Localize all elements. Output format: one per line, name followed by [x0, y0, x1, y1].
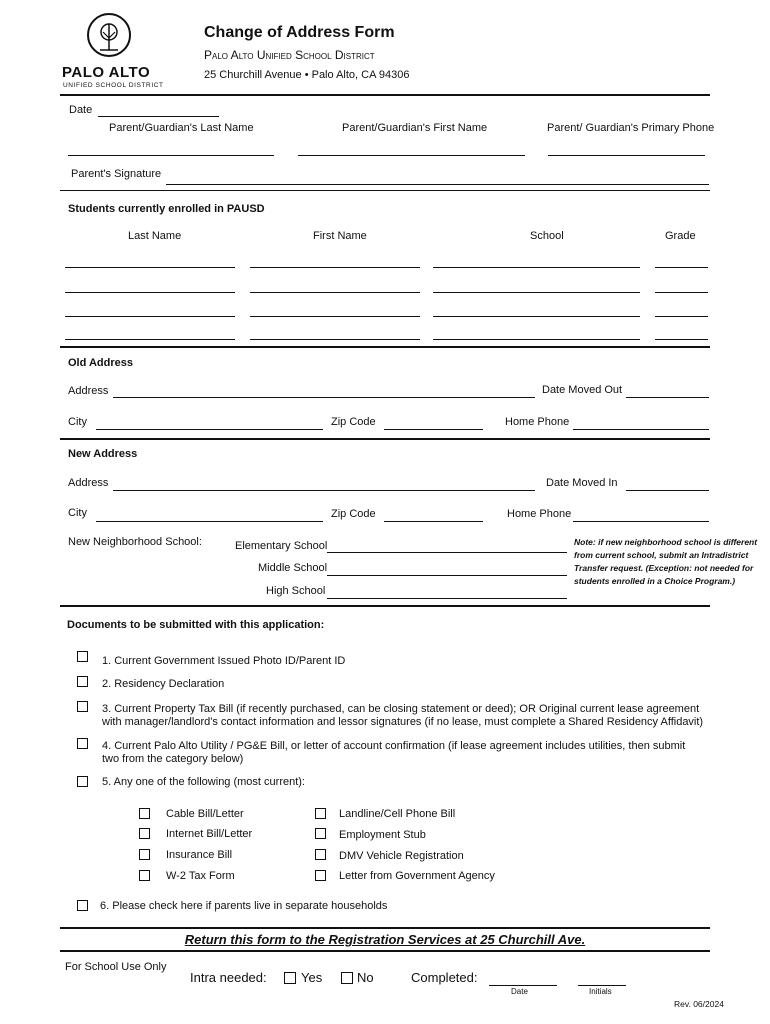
sub-checkbox-cable[interactable]	[139, 808, 150, 819]
doc-checkbox-5[interactable]	[77, 776, 88, 787]
student-last-name-field[interactable]	[65, 267, 235, 268]
documents-heading: Documents to be submitted with this application:	[67, 619, 325, 631]
sub-item-internet: Internet Bill/Letter	[166, 828, 253, 840]
district-name: Palo Alto Unified School District	[204, 48, 375, 62]
new-zip-field[interactable]	[384, 521, 483, 522]
doc-item-3: 3. Current Property Tax Bill (if recently purchased, can be closing statement or deed); OR Original current lease agreement with manager/landlord's contact information and lessor signatures (if no lease, must complete a Shared Residency Affidavit)	[102, 703, 704, 728]
date-moved-out-label: Date Moved Out	[542, 384, 623, 396]
sub-checkbox-dmv[interactable]	[315, 849, 326, 860]
doc-item-2: 2. Residency Declaration	[102, 678, 225, 690]
col-last-name: Last Name	[128, 230, 182, 242]
new-home-phone-field[interactable]	[573, 521, 709, 522]
signature-label: Parent's Signature	[71, 168, 162, 180]
doc-item-4: 4. Current Palo Alto Utility / PG&E Bill, or letter of account confirmation (if lease agreement includes utilities, then submit two from the category below)	[102, 740, 686, 765]
middle-school-field[interactable]	[327, 575, 567, 576]
student-last-name-field[interactable]	[65, 316, 235, 317]
old-city-label: City	[68, 416, 87, 428]
tree-seal-icon	[86, 12, 132, 58]
intra-no-label: No	[357, 970, 374, 985]
signature-field[interactable]	[166, 184, 709, 185]
elementary-school-field[interactable]	[327, 552, 567, 553]
completed-initials-caption: Initials	[589, 987, 612, 996]
student-school-field[interactable]	[433, 316, 640, 317]
logo-subtext: UNIFIED SCHOOL DISTRICT	[63, 82, 164, 89]
intra-yes-checkbox[interactable]	[284, 972, 296, 984]
old-home-phone-field[interactable]	[573, 429, 709, 430]
new-zip-label: Zip Code	[331, 508, 376, 520]
header-divider	[60, 94, 710, 96]
sub-item-cable: Cable Bill/Letter	[166, 808, 244, 820]
completed-date-field[interactable]	[489, 985, 557, 986]
parent-phone-label: Parent/ Guardian's Primary Phone	[547, 122, 715, 134]
student-school-field[interactable]	[433, 292, 640, 293]
student-grade-field[interactable]	[655, 267, 708, 268]
return-instruction: Return this form to the Registration Services at 25 Churchill Ave.	[184, 932, 586, 947]
intra-no-checkbox[interactable]	[341, 972, 353, 984]
student-first-name-field[interactable]	[250, 267, 420, 268]
sub-checkbox-employment[interactable]	[315, 828, 326, 839]
col-grade: Grade	[665, 230, 696, 242]
intra-needed-label: Intra needed:	[190, 970, 267, 985]
old-address-label: Address	[68, 385, 109, 397]
new-city-label: City	[68, 507, 87, 519]
section-divider	[60, 346, 710, 348]
old-address-field[interactable]	[113, 397, 535, 398]
student-last-name-field[interactable]	[65, 339, 235, 340]
return-divider-top	[60, 927, 710, 929]
sub-item-dmv: DMV Vehicle Registration	[339, 850, 464, 862]
new-address-label: Address	[68, 477, 109, 489]
doc-checkbox-1[interactable]	[77, 651, 88, 662]
doc-item-5: 5. Any one of the following (most current):	[102, 776, 305, 788]
parent-phone-field[interactable]	[548, 155, 705, 156]
school-use-label: For School Use Only	[65, 961, 167, 973]
section-divider	[60, 438, 710, 440]
student-grade-field[interactable]	[655, 316, 708, 317]
sub-item-insurance: Insurance Bill	[166, 849, 233, 861]
sub-checkbox-w2[interactable]	[139, 870, 150, 881]
col-first-name: First Name	[313, 230, 367, 242]
date-moved-in-label: Date Moved In	[546, 477, 618, 489]
old-city-field[interactable]	[96, 429, 323, 430]
date-label: Date	[69, 104, 93, 116]
sub-item-employment: Employment Stub	[339, 829, 426, 841]
revision-label: Rev. 06/2024	[674, 999, 724, 1009]
students-heading: Students currently enrolled in PAUSD	[68, 203, 265, 215]
parent-first-name-field[interactable]	[298, 155, 525, 156]
parent-first-name-label: Parent/Guardian's First Name	[342, 122, 488, 134]
form-title: Change of Address Form	[204, 24, 395, 41]
completed-label: Completed:	[411, 970, 478, 985]
sub-item-w2: W-2 Tax Form	[166, 870, 235, 882]
neighborhood-school-label: New Neighborhood School:	[68, 536, 202, 548]
doc-checkbox-3[interactable]	[77, 701, 88, 712]
new-city-field[interactable]	[96, 521, 323, 522]
student-first-name-field[interactable]	[250, 316, 420, 317]
student-first-name-field[interactable]	[250, 339, 420, 340]
old-home-phone-label: Home Phone	[505, 416, 570, 428]
sub-checkbox-phone-bill[interactable]	[315, 808, 326, 819]
student-school-field[interactable]	[433, 339, 640, 340]
new-address-field[interactable]	[113, 490, 535, 491]
date-moved-in-field[interactable]	[626, 490, 709, 491]
new-address-heading: New Address	[68, 448, 138, 460]
student-school-field[interactable]	[433, 267, 640, 268]
sub-item-phone-bill: Landline/Cell Phone Bill	[339, 808, 456, 820]
section-divider	[60, 605, 710, 607]
doc-item-1: 1. Current Government Issued Photo ID/Parent ID	[102, 655, 346, 667]
high-school-field[interactable]	[327, 598, 567, 599]
intra-yes-label: Yes	[301, 970, 323, 985]
return-divider-bottom	[60, 950, 710, 952]
completed-initials-field[interactable]	[578, 985, 626, 986]
parent-last-name-label: Parent/Guardian's Last Name	[109, 122, 254, 134]
student-first-name-field[interactable]	[250, 292, 420, 293]
student-grade-field[interactable]	[655, 339, 708, 340]
high-school-label: High School	[266, 585, 326, 597]
logo-text: PALO ALTO	[62, 64, 151, 81]
elementary-school-label: Elementary School	[235, 540, 328, 552]
doc-item-6: 6. Please check here if parents live in separate households	[100, 900, 388, 912]
sub-checkbox-gov-letter[interactable]	[315, 870, 326, 881]
doc-checkbox-6[interactable]	[77, 900, 88, 911]
transfer-note: Note: if new neighborhood school is different from current school, submit an Intradistrict Transfer request. (Exception: not needed for students enrolled in a Choice Program.)	[574, 537, 758, 586]
date-field[interactable]	[98, 116, 219, 117]
old-zip-label: Zip Code	[331, 416, 376, 428]
new-home-phone-label: Home Phone	[507, 508, 572, 520]
middle-school-label: Middle School	[258, 562, 328, 574]
district-logo	[62, 12, 164, 92]
doc-checkbox-4[interactable]	[77, 738, 88, 749]
doc-checkbox-2[interactable]	[77, 676, 88, 687]
col-school: School	[530, 230, 564, 242]
completed-date-caption: Date	[511, 987, 528, 996]
date-moved-out-field[interactable]	[626, 397, 709, 398]
parent-last-name-field[interactable]	[68, 155, 274, 156]
old-address-heading: Old Address	[68, 357, 133, 369]
sub-checkbox-insurance[interactable]	[139, 849, 150, 860]
old-zip-field[interactable]	[384, 429, 483, 430]
student-last-name-field[interactable]	[65, 292, 235, 293]
section-divider	[60, 190, 710, 191]
sub-item-gov-letter: Letter from Government Agency	[339, 870, 495, 882]
district-address: 25 Churchill Avenue • Palo Alto, CA 94306	[204, 69, 410, 81]
sub-checkbox-internet[interactable]	[139, 828, 150, 839]
student-grade-field[interactable]	[655, 292, 708, 293]
